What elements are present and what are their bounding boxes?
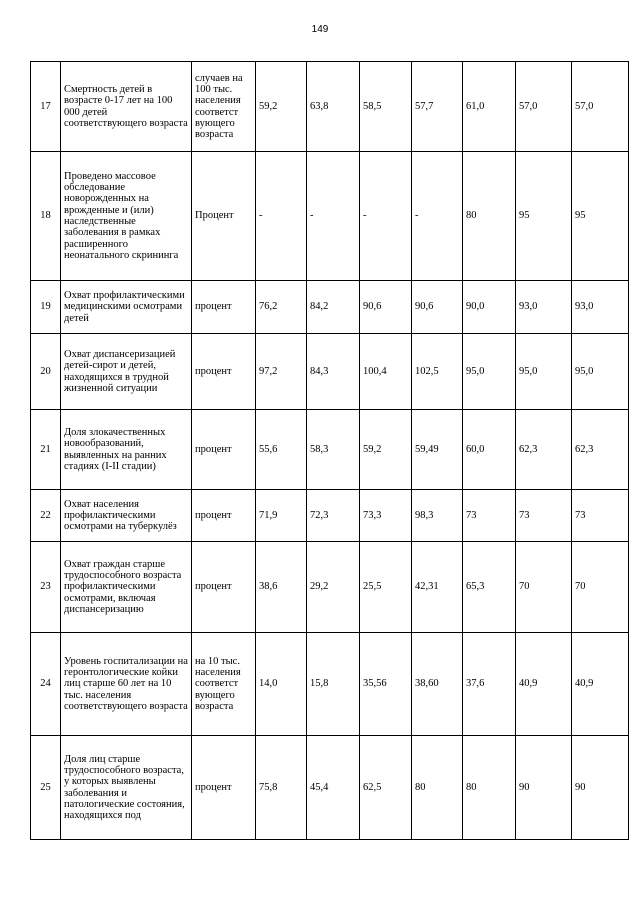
value-cell: 58,3 <box>307 410 360 490</box>
value-cell: 60,0 <box>463 410 516 490</box>
value-cell: 29,2 <box>307 542 360 633</box>
unit-cell: процент <box>192 490 256 542</box>
value-cell: 42,31 <box>412 542 463 633</box>
table-row <box>31 736 629 840</box>
unit-cell: Процент <box>192 152 256 281</box>
value-cell: - <box>307 152 360 281</box>
value-cell: 57,7 <box>412 62 463 152</box>
value-cell: 70 <box>572 542 629 633</box>
unit-cell: процент <box>192 736 256 840</box>
value-cell: 40,9 <box>516 633 572 736</box>
value-cell: 38,6 <box>256 542 307 633</box>
value-cell: 59,49 <box>412 410 463 490</box>
row-number-cell: 20 <box>31 334 61 410</box>
indicator-name-cell: Доля злокачественных новообразований, выявленных на ранних стадиях (I-II стадии) <box>61 410 192 490</box>
value-cell: - <box>256 152 307 281</box>
unit-cell: процент <box>192 542 256 633</box>
value-cell: 90,6 <box>360 281 412 334</box>
value-cell: 63,8 <box>307 62 360 152</box>
value-cell: 59,2 <box>360 410 412 490</box>
value-cell: 73 <box>516 490 572 542</box>
row-number-cell: 25 <box>31 736 61 840</box>
value-cell: 15,8 <box>307 633 360 736</box>
value-cell: 80 <box>412 736 463 840</box>
row-number-cell: 24 <box>31 633 61 736</box>
table-row <box>31 633 629 736</box>
table-row <box>31 334 629 410</box>
value-cell: 90,6 <box>412 281 463 334</box>
table-row <box>31 410 629 490</box>
value-cell: 59,2 <box>256 62 307 152</box>
page-number: 149 <box>311 24 329 35</box>
value-cell: 95,0 <box>463 334 516 410</box>
row-number-cell: 17 <box>31 62 61 152</box>
value-cell: 100,4 <box>360 334 412 410</box>
value-cell: 90 <box>572 736 629 840</box>
table-row <box>31 152 629 281</box>
value-cell: 62,3 <box>516 410 572 490</box>
value-cell: 62,3 <box>572 410 629 490</box>
indicators-table <box>30 61 629 840</box>
value-cell: 95,0 <box>572 334 629 410</box>
value-cell: 95 <box>516 152 572 281</box>
value-cell: - <box>360 152 412 281</box>
value-cell: 84,3 <box>307 334 360 410</box>
value-cell: 80 <box>463 736 516 840</box>
indicator-name-cell: Охват профилактическими медицинскими осмотрами детей <box>61 281 192 334</box>
indicator-name-cell: Проведено массовое обследование новорожденных на врожденные и (или) наследственные заболевания в рамках расширенного неонатального скрининга <box>61 152 192 281</box>
value-cell: 62,5 <box>360 736 412 840</box>
table-row <box>31 281 629 334</box>
value-cell: 95,0 <box>516 334 572 410</box>
value-cell: 73 <box>463 490 516 542</box>
row-number-cell: 19 <box>31 281 61 334</box>
indicator-name-cell: Доля лиц старше трудоспособного возраста, у которых выявлены заболевания и патологические состояния, находящихся под <box>61 736 192 840</box>
value-cell: 55,6 <box>256 410 307 490</box>
indicator-name-cell: Охват диспансеризацией детей-сирот и детей, находящихся в трудной жизненной ситуации <box>61 334 192 410</box>
value-cell: 80 <box>463 152 516 281</box>
value-cell: 97,2 <box>256 334 307 410</box>
value-cell: 71,9 <box>256 490 307 542</box>
value-cell: 90 <box>516 736 572 840</box>
table-row <box>31 542 629 633</box>
unit-cell: процент <box>192 334 256 410</box>
value-cell: 38,60 <box>412 633 463 736</box>
indicator-name-cell: Уровень госпитализации на геронтологические койки лиц старше 60 лет на 10 тыс. населения соответствующего возраста <box>61 633 192 736</box>
value-cell: 102,5 <box>412 334 463 410</box>
value-cell: 73,3 <box>360 490 412 542</box>
table-row <box>31 62 629 152</box>
unit-cell: случаев на 100 тыс. населения соответст вующего возраста <box>192 62 256 152</box>
value-cell: 75,8 <box>256 736 307 840</box>
value-cell: 93,0 <box>572 281 629 334</box>
value-cell: 58,5 <box>360 62 412 152</box>
value-cell: 37,6 <box>463 633 516 736</box>
value-cell: 95 <box>572 152 629 281</box>
row-number-cell: 22 <box>31 490 61 542</box>
value-cell: 25,5 <box>360 542 412 633</box>
value-cell: 40,9 <box>572 633 629 736</box>
indicator-name-cell: Охват граждан старше трудоспособного возраста профилактическими осмотрами, включая диспансеризацию <box>61 542 192 633</box>
value-cell: 84,2 <box>307 281 360 334</box>
value-cell: 14,0 <box>256 633 307 736</box>
value-cell: 72,3 <box>307 490 360 542</box>
unit-cell: на 10 тыс. населения соответст вующего возраста <box>192 633 256 736</box>
table-row <box>31 490 629 542</box>
value-cell: 73 <box>572 490 629 542</box>
value-cell: 93,0 <box>516 281 572 334</box>
value-cell: 98,3 <box>412 490 463 542</box>
value-cell: 70 <box>516 542 572 633</box>
value-cell: 35,56 <box>360 633 412 736</box>
indicator-name-cell: Смертность детей в возрасте 0-17 лет на 100 000 детей соответствующего возраста <box>61 62 192 152</box>
unit-cell: процент <box>192 281 256 334</box>
value-cell: 61,0 <box>463 62 516 152</box>
row-number-cell: 23 <box>31 542 61 633</box>
indicator-name-cell: Охват населения профилактическими осмотрами на туберкулёз <box>61 490 192 542</box>
value-cell: 45,4 <box>307 736 360 840</box>
value-cell: 57,0 <box>572 62 629 152</box>
value-cell: 57,0 <box>516 62 572 152</box>
row-number-cell: 18 <box>31 152 61 281</box>
row-number-cell: 21 <box>31 410 61 490</box>
value-cell: 90,0 <box>463 281 516 334</box>
value-cell: 76,2 <box>256 281 307 334</box>
unit-cell: процент <box>192 410 256 490</box>
value-cell: - <box>412 152 463 281</box>
value-cell: 65,3 <box>463 542 516 633</box>
